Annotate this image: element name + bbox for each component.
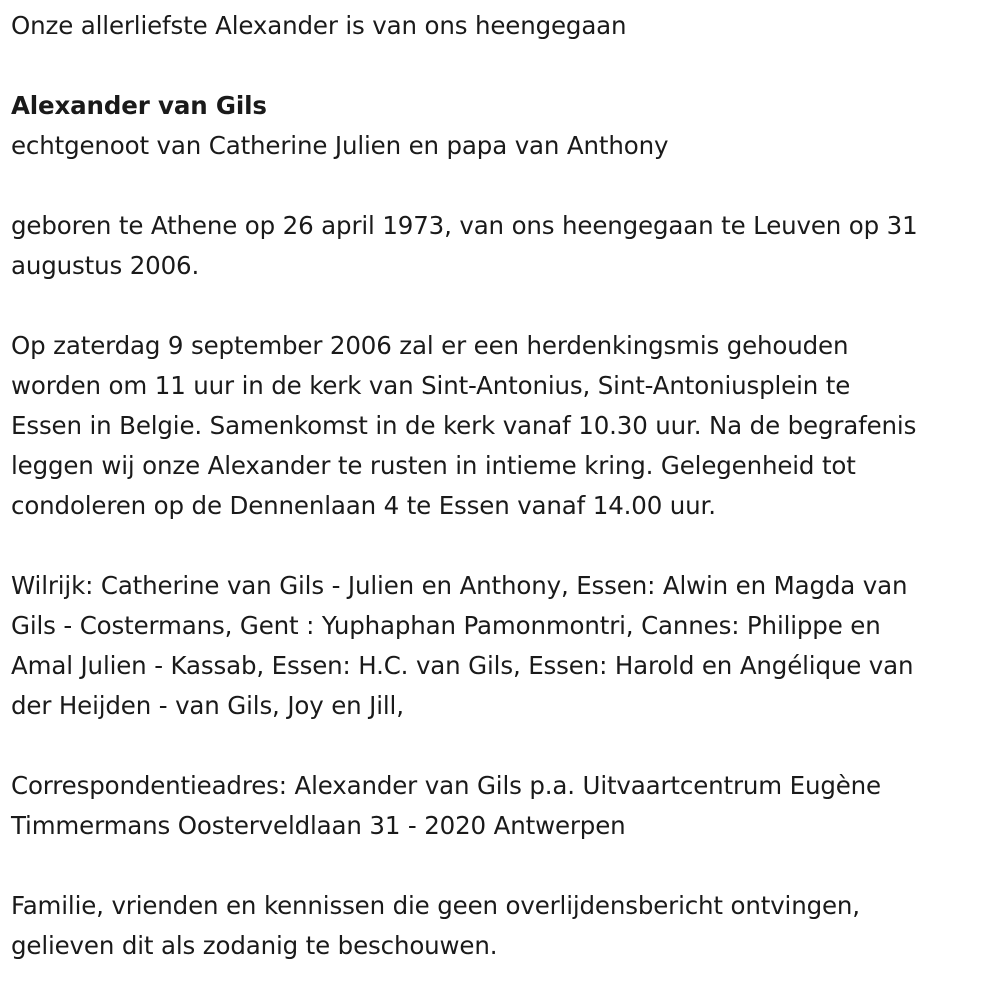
- paragraph-line: Wilrijk: Catherine van Gils - Julien en Anthony, Essen: Alwin en Magda van: [11, 571, 908, 600]
- birth-death-paragraph: [11, 206, 992, 286]
- correspondence-paragraph: [11, 766, 992, 846]
- spacer: [11, 46, 992, 86]
- paragraph-line: Amal Julien - Kassab, Essen: H.C. van Gils, Essen: Harold en Angélique van: [11, 651, 914, 680]
- paragraph-line: gelieven dit als zodanig te beschouwen.: [11, 931, 498, 960]
- paragraph-line: Op zaterdag 9 september 2006 zal er een herdenkingsmis gehouden: [11, 331, 849, 360]
- intro-line: Onze allerliefste Alexander is van ons heengegaan: [11, 11, 627, 40]
- paragraph-line: der Heijden - van Gils, Joy en Jill,: [11, 691, 404, 720]
- family-paragraph: [11, 566, 992, 726]
- relation-line: echtgenoot van Catherine Julien en papa van Anthony: [11, 131, 669, 160]
- spacer: [11, 286, 992, 326]
- spacer: [11, 726, 992, 766]
- paragraph-line: worden om 11 uur in de kerk van Sint-Antonius, Sint-Antoniusplein te: [11, 371, 851, 400]
- paragraph-line: augustus 2006.: [11, 251, 200, 280]
- paragraph-line: geboren te Athene op 26 april 1973, van ons heengegaan te Leuven op 31: [11, 211, 918, 240]
- spacer: [11, 166, 992, 206]
- closing-paragraph: [11, 886, 992, 966]
- ceremony-paragraph: [11, 326, 992, 526]
- paragraph-line: Essen in Belgie. Samenkomst in de kerk vanaf 10.30 uur. Na de begrafenis: [11, 411, 917, 440]
- spacer: [11, 526, 992, 566]
- paragraph-line: Timmermans Oosterveldlaan 31 - 2020 Antwerpen: [11, 811, 626, 840]
- paragraph-line: Gils - Costermans, Gent : Yuphaphan Pamonmontri, Cannes: Philippe en: [11, 611, 881, 640]
- paragraph-line: leggen wij onze Alexander te rusten in intieme kring. Gelegenheid tot: [11, 451, 856, 480]
- paragraph-line: Familie, vrienden en kennissen die geen overlijdensbericht ontvingen,: [11, 891, 860, 920]
- spacer: [11, 846, 992, 886]
- paragraph-line: Correspondentieadres: Alexander van Gils p.a. Uitvaartcentrum Eugène: [11, 771, 881, 800]
- deceased-name: Alexander van Gils: [11, 91, 267, 120]
- paragraph-line: condoleren op de Dennenlaan 4 te Essen vanaf 14.00 uur.: [11, 491, 716, 520]
